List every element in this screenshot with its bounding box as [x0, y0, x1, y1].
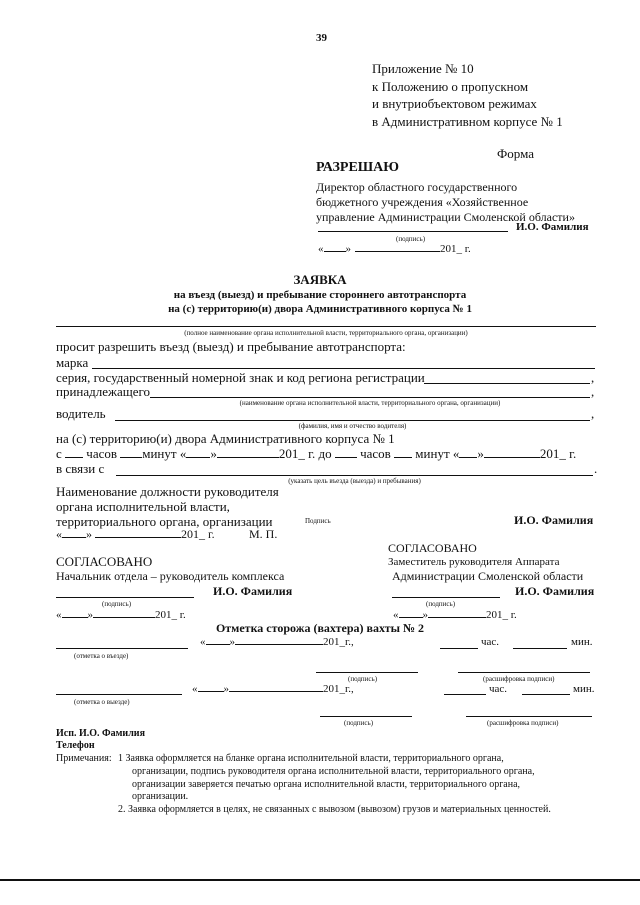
guard-entry-hour-line	[440, 648, 478, 649]
minutes-label: минут «	[142, 446, 187, 461]
date-quote: «	[56, 527, 62, 541]
agreed-left-date	[56, 609, 186, 621]
guard-exit-date	[192, 683, 354, 695]
date-quote: »	[422, 609, 428, 621]
territory-text: на (с) территорию(и) двора Административного корпуса № 1	[56, 431, 395, 446]
agreed-right-heading: СОГЛАСОВАНО	[388, 541, 477, 555]
brand-line	[92, 368, 595, 369]
hours-label: часов	[86, 446, 117, 461]
agreed-right-position: Заместитель руководителя Аппарата	[388, 556, 560, 568]
date-quote: »	[229, 636, 235, 648]
head-position	[56, 484, 279, 529]
notes-label: Примечания:	[56, 753, 112, 764]
agreed-left-position: Начальник отдела – руководитель комплекса	[56, 569, 285, 583]
date-quote: «	[318, 243, 324, 255]
guard-exit-hour-line	[444, 694, 486, 695]
date-year: 201_ г.	[155, 609, 186, 621]
date-quote: «	[56, 609, 62, 621]
guard-entry-decode-line	[458, 672, 590, 673]
agreed-left-name: И.О. Фамилия	[213, 584, 293, 598]
purpose-line	[116, 475, 593, 476]
date-quote: »	[86, 527, 92, 541]
appendix-block	[372, 60, 563, 130]
approval-signature-caption: (подпись)	[396, 235, 426, 243]
appendix-line: и внутриобъектовом режимах	[372, 96, 537, 111]
year-label: 201_ г.	[278, 446, 316, 461]
guard-exit-caption: (отметка о выезде)	[74, 698, 130, 706]
driver-caption: (фамилия, имя и отчество водителя)	[298, 422, 407, 430]
head-line: органа исполнительной власти,	[56, 499, 230, 514]
guard-exit-line	[56, 694, 182, 695]
date-quote: «	[393, 609, 399, 621]
approval-date	[318, 243, 471, 255]
document-subtitle: на (с) территорию(и) двора Административного корпуса № 1	[168, 303, 472, 315]
stamp-label: М. П.	[249, 527, 278, 541]
guard-entry-minute-line	[513, 648, 567, 649]
agreed-right-signature-line	[392, 597, 500, 598]
comma: ,	[591, 370, 595, 385]
page-bottom-rule	[0, 879, 640, 881]
date-quote: »	[87, 609, 93, 621]
guard-entry-caption: (отметка о въезде)	[74, 652, 129, 660]
approval-signature-line	[318, 231, 508, 232]
approval-name: И.О. Фамилия	[516, 221, 589, 233]
driver-line	[115, 420, 590, 421]
guard-decode-caption: (расшифровка подписи)	[483, 675, 555, 683]
date-year: 201_ г.	[486, 609, 517, 621]
executor: Исп. И.О. Фамилия	[56, 728, 145, 739]
series-label: серия, государственный номерной знак и код региона регистрации	[56, 370, 425, 385]
head-date	[56, 527, 215, 542]
document-title: ЗАЯВКА	[293, 272, 347, 287]
guard-entry-line	[56, 648, 188, 649]
guard-exit-minute: мин.	[573, 683, 595, 695]
head-name: И.О. Фамилия	[514, 513, 594, 527]
note-line: 2. Заявка оформляется в целях, не связанных с вывозом (вывозом) грузов и материальных ценностей.	[118, 804, 551, 815]
note-line: 1 Заявка оформляется на бланке органа исполнительной власти, территориального органа,	[118, 753, 504, 764]
from-label: с	[56, 446, 62, 461]
agreed-right-caption: (подпись)	[426, 600, 456, 608]
hours-label: часов	[360, 446, 391, 461]
date-year: 201_ г.	[181, 527, 215, 541]
org-caption: (полное наименование органа исполнительной власти, территориального органа, организации)	[184, 329, 468, 337]
purpose-caption: (указать цель въезда (выезда) и пребывания)	[288, 477, 421, 485]
note-line: организации, подпись руководителя органа исполнительной власти, территориального органа,	[132, 766, 535, 777]
time-row	[56, 446, 576, 462]
head-line: территориального органа, организации	[56, 514, 273, 529]
agreed-left-heading: СОГЛАСОВАНО	[56, 554, 153, 569]
agreed-left-signature-line	[56, 597, 194, 598]
document-subtitle: на въезд (выезд) и пребывание стороннего автотранспорта	[173, 289, 467, 301]
quote: »	[477, 446, 484, 461]
to-label: до	[318, 446, 332, 461]
date-quote: «	[200, 636, 206, 648]
owner-line	[150, 397, 590, 398]
agreed-right-date	[393, 609, 517, 621]
guard-entry-hour: час.	[481, 636, 500, 648]
note-line: организации.	[132, 791, 189, 802]
quote: »	[210, 446, 217, 461]
date-year: 201_г.,	[323, 636, 354, 648]
guard-exit-hour: час.	[489, 683, 508, 695]
date-quote: »	[223, 683, 229, 695]
appendix-line: Приложение № 10	[372, 61, 474, 76]
guard-signature-caption: (подпись)	[348, 675, 378, 683]
approval-line: управление Администрации Смоленской области»	[316, 210, 575, 224]
guard-entry-date	[200, 636, 354, 648]
phone: Телефон	[56, 740, 95, 751]
request-text: просит разрешить въезд (выезд) и пребывание автотранспорта:	[56, 339, 406, 354]
appendix-line: в Административном корпусе № 1	[372, 113, 563, 129]
date-quote: »	[345, 243, 351, 255]
date-year: 201_ г.	[440, 243, 471, 255]
guard-exit-decode-line	[466, 716, 592, 717]
comma: ,	[591, 384, 595, 399]
approval-position	[316, 180, 575, 225]
note-line: организации заверяется печатью органа исполнительной власти, территориального органа,	[132, 779, 521, 790]
guard-title: Отметка сторожа (вахтера) вахты № 2	[215, 621, 425, 635]
owner-caption: (наименование органа исполнительной власти, территориального органа, организации)	[239, 399, 501, 407]
org-line	[56, 326, 596, 327]
guard-exit-signature-line	[320, 716, 412, 717]
minutes-label: минут «	[415, 446, 460, 461]
period: .	[594, 461, 598, 476]
comma: ,	[591, 406, 595, 421]
form-label: Форма	[497, 146, 534, 161]
guard-entry-signature-line	[316, 672, 418, 673]
appendix-line: к Положению о пропускном	[372, 78, 529, 94]
guard-exit-minute-line	[522, 694, 570, 695]
agreed-right-position: Администрации Смоленской области	[392, 569, 584, 583]
approval-line: Директор областного государственного	[316, 180, 518, 194]
date-year: 201_г.,	[323, 683, 354, 695]
head-line: Наименование должности руководителя	[56, 484, 279, 499]
guard-decode-caption: (расшифровка подписи)	[487, 719, 559, 727]
brand-label: марка	[56, 355, 89, 370]
page-number: 39	[316, 32, 327, 44]
year-label: 201_ г.	[539, 446, 577, 461]
head-signature-label: Подпись	[305, 517, 331, 525]
purpose-label: в связи с	[56, 461, 105, 476]
agreed-left-caption: (подпись)	[102, 600, 132, 608]
approval-line: бюджетного учреждения «Хозяйственное	[316, 195, 529, 209]
series-line	[424, 383, 590, 384]
driver-label: водитель	[56, 406, 106, 421]
guard-entry-minute: мин.	[571, 636, 593, 648]
date-quote: «	[192, 683, 198, 695]
agreed-right-name: И.О. Фамилия	[515, 584, 595, 598]
guard-signature-caption: (подпись)	[344, 719, 374, 727]
approval-heading: РАЗРЕШАЮ	[316, 160, 400, 175]
owner-label: принадлежащего	[56, 384, 151, 399]
